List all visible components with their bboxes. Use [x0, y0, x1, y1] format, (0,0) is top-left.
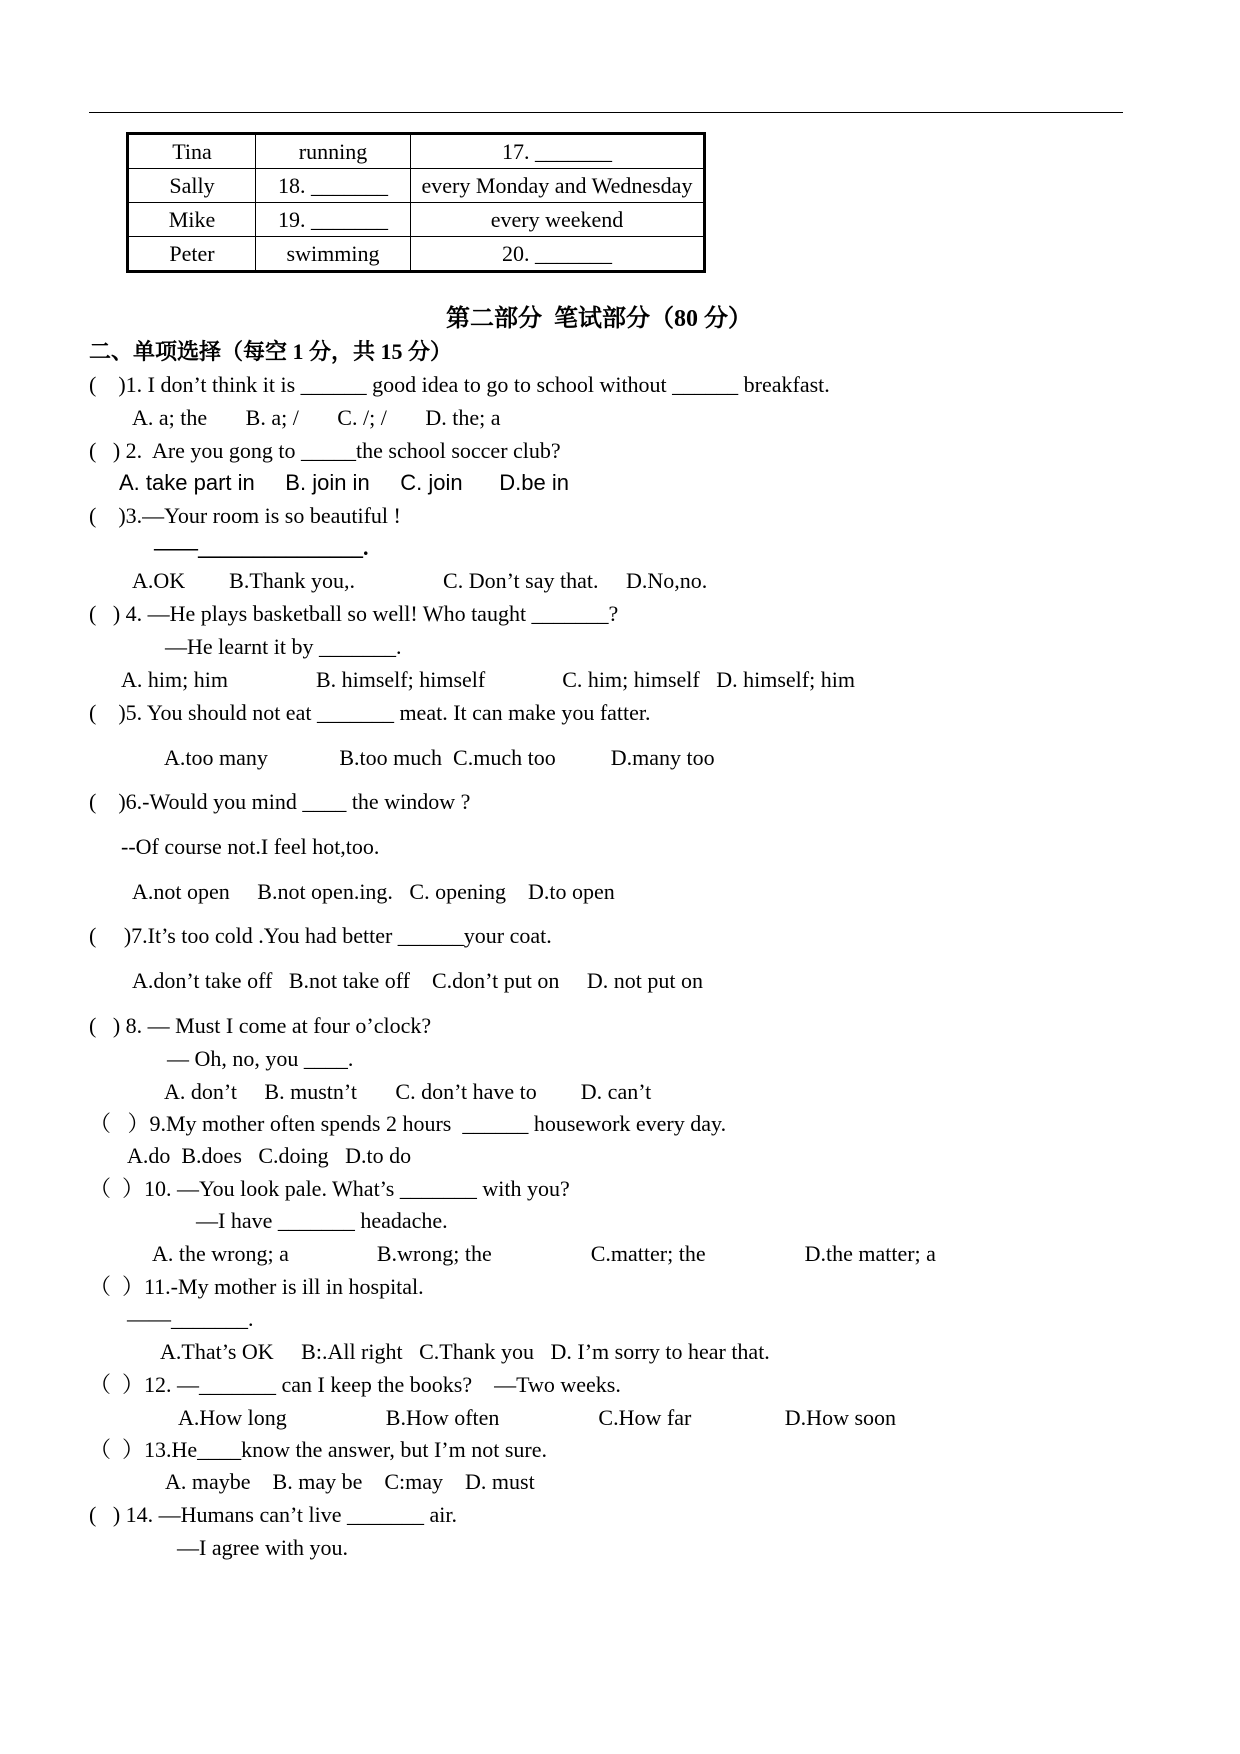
question-3-options: A.OK B.Thank you,. C. Don’t say that. D.No,no.	[132, 568, 708, 593]
question-6-options: A.not open B.not open.ing. C. opening D.to open	[132, 879, 615, 904]
question-12-options: A.How long B.How often C.How far D.How soon	[178, 1405, 897, 1430]
question-2-options: A. take part in B. join in C. join D.be in	[119, 470, 569, 495]
question-10-reply: —I have _______ headache.	[196, 1208, 448, 1233]
question-6: ( )6.-Would you mind ____ the window ?	[89, 789, 471, 814]
question-5-options: A.too many B.too much C.much too D.many too	[164, 745, 715, 770]
header-rule	[89, 112, 1123, 113]
table-cell: every weekend	[411, 203, 705, 237]
table-row	[128, 237, 705, 272]
question-11-options: A.That’s OK B:.All right C.Thank you D. I’m sorry to hear that.	[160, 1339, 770, 1364]
question-7: ( )7.It’s too cold .You had better ______your coat.	[89, 923, 552, 948]
question-2: ( ) 2. Are you gong to _____the school soccer club?	[89, 438, 561, 463]
question-8-reply: — Oh, no, you ____.	[167, 1046, 354, 1071]
table-cell: every Monday and Wednesday	[411, 169, 705, 203]
question-11: （ ）11.-My mother is ill in hospital.	[89, 1274, 424, 1299]
table-cell: Sally	[128, 169, 256, 203]
question-8-options: A. don’t B. mustn’t C. don’t have to D. can’t	[164, 1079, 652, 1104]
table-cell: Mike	[128, 203, 256, 237]
question-3: ( )3.—Your room is so beautiful !	[89, 503, 401, 528]
question-11-blank: ——_______.	[127, 1306, 254, 1331]
table-row	[128, 169, 705, 203]
question-1: ( )1. I don’t think it is ______ good idea to go to school without ______ breakfast.	[89, 372, 830, 397]
table-cell: Peter	[128, 237, 256, 272]
table-cell: Tina	[128, 134, 256, 169]
table-cell: running	[256, 134, 411, 169]
part-title: 第二部分 笔试部分（80 分）	[446, 306, 752, 332]
activity-table	[126, 132, 706, 273]
question-8: ( ) 8. — Must I come at four o’clock?	[89, 1013, 432, 1038]
question-12: （ ）12. —_______ can I keep the books? —Two weeks.	[89, 1372, 621, 1397]
table-cell: swimming	[256, 237, 411, 272]
question-10: （ ）10. —You look pale. What’s _______ with you?	[89, 1176, 570, 1201]
question-9-options: A.do B.does C.doing D.to do	[127, 1143, 412, 1168]
section-title: 二、单项选择（每空 1 分，共 15 分）	[89, 339, 453, 364]
question-9: （ ）9.My mother often spends 2 hours ______ housework every day.	[89, 1111, 727, 1136]
question-6-reply: --Of course not.I feel hot,too.	[121, 834, 380, 859]
table-cell: 20. _______	[411, 237, 705, 272]
question-7-options: A.don’t take off B.not take off C.don’t put on D. not put on	[132, 968, 703, 993]
question-14-reply: —I agree with you.	[177, 1535, 349, 1560]
table-row	[128, 134, 705, 169]
question-4-options: A. him; him B. himself; himself C. him; himself D. himself; him	[121, 667, 855, 692]
question-4: ( ) 4. —He plays basketball so well! Who taught _______?	[89, 601, 619, 626]
question-5: ( )5. You should not eat _______ meat. It can make you fatter.	[89, 700, 651, 725]
question-1-options: A. a; the B. a; / C. /; / D. the; a	[132, 405, 501, 430]
question-10-options: A. the wrong; a B.wrong; the C.matter; the D.the matter; a	[152, 1241, 936, 1266]
question-3-blank: ——_______________.	[154, 535, 369, 560]
question-14: ( ) 14. —Humans can’t live _______ air.	[89, 1502, 458, 1527]
table-row	[128, 203, 705, 237]
question-13: （ ）13.He____know the answer, but I’m not sure.	[89, 1437, 547, 1462]
table-cell: 17. _______	[411, 134, 705, 169]
table-cell: 19. _______	[256, 203, 411, 237]
table-cell: 18. _______	[256, 169, 411, 203]
question-4-reply: —He learnt it by _______.	[165, 634, 402, 659]
question-13-options: A. maybe B. may be C:may D. must	[165, 1469, 535, 1494]
